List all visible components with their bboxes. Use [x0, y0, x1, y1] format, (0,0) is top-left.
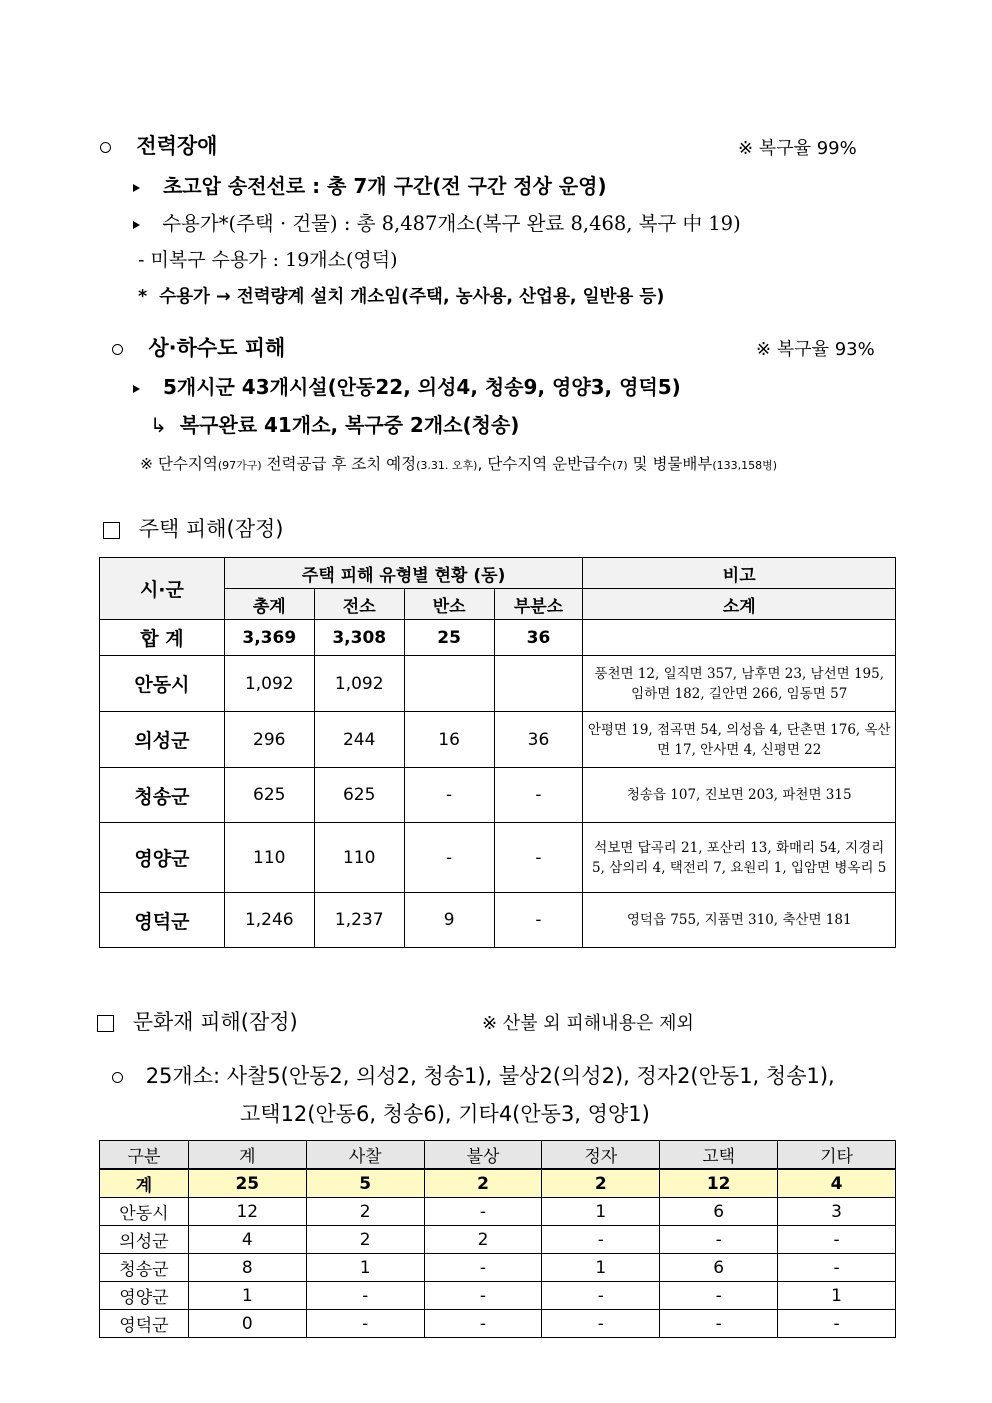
heritage-damage-table: [99, 1140, 896, 1338]
header-other: 기타: [778, 1141, 896, 1170]
circle-bullet-icon: [112, 1072, 123, 1083]
table-row: 영덕군 0 - - - - -: [100, 1310, 896, 1338]
header-full: 전소: [314, 589, 404, 620]
heritage-title: 문화재 피해(잠정): [132, 1010, 298, 1034]
power-title: 전력장애: [136, 134, 218, 158]
header-remarks: 비고: [583, 558, 896, 589]
header-temple: 사찰: [306, 1141, 424, 1170]
triangle-bullet-icon: [133, 385, 140, 393]
water-title: 상·하수도 피해: [148, 336, 286, 360]
table-row: 합 계 3,369 3,308 25 36: [100, 620, 896, 656]
heritage-note: ※ 산불 외 피해내용은 제외: [482, 1013, 694, 1034]
table-row: 의성군 296 244 16 36 안평면 19, 점곡면 54, 의성읍 4, 단촌면 176, 옥산면 17, 안사면 4, 신평면 22: [100, 712, 896, 768]
header-category: 구분: [100, 1141, 189, 1170]
checkbox-square-icon: [97, 1015, 114, 1032]
table-row: 계 25 5 2 2 12 4: [100, 1169, 896, 1198]
circle-bullet-icon: [112, 344, 123, 355]
checkbox-square-icon: [103, 522, 120, 539]
header-sum: 계: [188, 1141, 306, 1170]
footnote-star: *: [138, 287, 148, 307]
housing-section-header: [103, 513, 283, 543]
housing-title: 주택 피해(잠정): [138, 517, 284, 541]
power-footnote: * 수용가 → 전력량계 설치 개소임(주택, 농사용, 산업용, 일반용 등): [138, 287, 665, 307]
table-row: 청송군 625 625 - - 청송읍 107, 진보면 203, 파천면 315: [100, 768, 896, 823]
header-half: 반소: [404, 589, 494, 620]
header-subtotal: 소계: [583, 589, 896, 620]
circle-bullet-icon: [100, 142, 111, 153]
water-section-header: [112, 332, 285, 362]
table-row: 청송군 8 1 - 1 6 -: [100, 1254, 896, 1282]
heritage-summary-line-2: 고택12(안동6, 청송6), 기타4(안동3, 영양1): [240, 1102, 650, 1126]
water-recovery-rate: ※ 복구율 93%: [756, 339, 875, 360]
water-note: ※ 단수지역(97가구) 전력공급 후 조치 예정(3.31. 오후), 단수지역 운반급수(7) 및 병물배부(133,158병): [140, 455, 778, 473]
water-line-1: 5개시군 43개시설(안동22, 의성4, 청송9, 영양3, 영덕5): [133, 371, 681, 400]
power-line-2: 수용가*(주택 · 건물) : 총 8,487개소(복구 완료 8,468, 복구 中 19): [133, 208, 741, 236]
power-line-1: 초고압 송전선로 : 총 7개 구간(전 구간 정상 운영): [133, 170, 607, 199]
header-partial: 부분소: [494, 589, 583, 620]
table-row: 안동시 1,092 1,092 풍천면 12, 일직면 357, 남후면 23, 남선면 195, 임하면 182, 길안면 266, 임동면 57: [100, 656, 896, 712]
table-row: 영덕군 1,246 1,237 9 - 영덕읍 755, 지품면 310, 축산면 181: [100, 893, 896, 948]
water-line-2: ↳ 복구완료 41개소, 복구중 2개소(청송): [150, 413, 520, 437]
table-row: 의성군 4 2 2 - - -: [100, 1226, 896, 1254]
power-recovery-rate: ※ 복구율 99%: [738, 138, 857, 159]
header-city: 시·군: [100, 558, 225, 620]
table-row: 영양군 1 - - - - 1: [100, 1282, 896, 1310]
heritage-summary-line-1: 25개소: 사찰5(안동2, 의성2, 청송1), 불상2(의성2), 정자2(안동1, 청송1),: [112, 1060, 835, 1090]
header-damage-group: 주택 피해 유형별 현황 (동): [224, 558, 583, 589]
triangle-bullet-icon: [133, 221, 140, 229]
triangle-bullet-icon: [133, 184, 140, 192]
heritage-section-header: [97, 1006, 298, 1036]
table-row: 안동시 12 2 - 1 6 3: [100, 1198, 896, 1226]
power-section-header: [100, 130, 217, 160]
return-arrow-icon: ↳: [150, 413, 167, 437]
header-total: 총계: [224, 589, 314, 620]
table-row: 영양군 110 110 - - 석보면 답곡리 21, 포산리 13, 화매리 54, 지경리 5, 삼의리 4, 택전리 7, 요원리 1, 입암면 병옥리 5: [100, 823, 896, 893]
header-buddha: 불상: [424, 1141, 542, 1170]
header-old-house: 고택: [660, 1141, 778, 1170]
power-line-3: - 미복구 수용가 : 19개소(영덕): [138, 249, 398, 271]
housing-damage-table: [99, 557, 896, 948]
header-pavilion: 정자: [542, 1141, 660, 1170]
